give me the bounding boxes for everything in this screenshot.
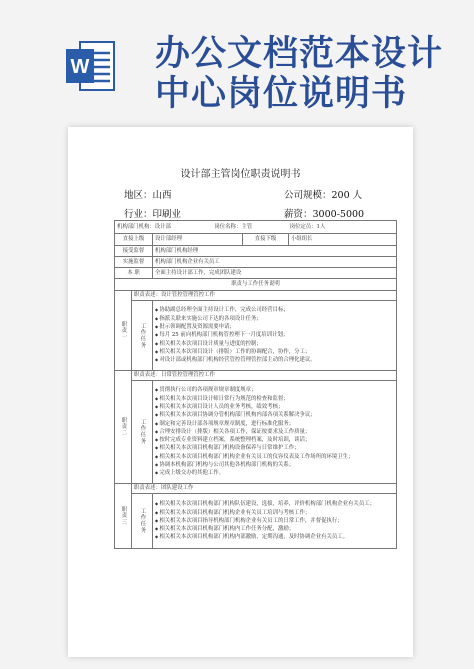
- list-item: ◆ 合理安排设计（排版）相关各项工作，保证按要求及工作质量；: [155, 428, 394, 436]
- task-list: [155, 306, 394, 364]
- page-title-line-2: 中心岗位说明书: [155, 74, 408, 114]
- list-item: ◆ 制定和完善设计部各项规章规章制度，进行标准化服务；: [155, 420, 394, 428]
- duty-value: 全面主持设计部工作，完成团队建设: [153, 268, 397, 279]
- duty-side-label: 职责一: [115, 291, 132, 371]
- document-page: [68, 127, 413, 657]
- supervised-by-value: 机构部门机构经理: [153, 246, 397, 257]
- industry-value: 印刷业: [152, 209, 182, 220]
- task-label: 工作任务: [132, 494, 153, 549]
- superior-label: 直接上级: [115, 234, 153, 246]
- org-value: 设计部: [154, 223, 171, 230]
- duty-tasks-row: [115, 494, 397, 549]
- list-item: ◆ 完成上级交办的其他工作。: [155, 469, 394, 477]
- supervises-label: 实施监督: [115, 257, 153, 268]
- task-list-cell: [153, 301, 397, 371]
- duty-desc-row: [115, 484, 397, 494]
- org-label: 机构部门机构：: [117, 223, 155, 230]
- list-item: ◆ 相关相关本次项目机构部门机构企业有关员工培训与考核工作；: [155, 509, 394, 517]
- task-label: 工作任务: [132, 301, 153, 371]
- list-item: ◆ 相关相关本次项目指导机构部门机构企业有关员工的日常工作，并督促执行；: [155, 517, 394, 525]
- post-label: 岗位名称：: [214, 223, 242, 230]
- list-item: ◆ 相关相关本次项目设计（排版）工作的协调配合，协作，分工；: [155, 348, 394, 356]
- document-title: 设计部主管岗位职责说明书: [180, 169, 301, 180]
- list-item: ◆ 按时完成专业资料建立档案，系统整理档案，及时培训，谈话；: [155, 436, 394, 444]
- task-list: [155, 500, 394, 541]
- list-item: ◆ 相关相关本次项目协调分管机构部门机构内部各项关系解决争议；: [155, 411, 394, 419]
- list-item: ◆ 每月 25 前向机构部门机构管控理下一月度培训计划；: [155, 331, 394, 339]
- page-title-line-1: 办公文档范本设计: [155, 34, 444, 74]
- duty-side-label: 职责三: [115, 484, 132, 549]
- list-item: ◆ 相关相关本次项目设计人员的业务考核，绩效考核；: [155, 403, 394, 411]
- salary-field: [284, 206, 364, 220]
- region-label: 地区：: [124, 190, 153, 201]
- salary-value: 3000-5000: [312, 209, 365, 220]
- duty-desc-row: [115, 371, 397, 381]
- duty-label: 本 职: [115, 268, 153, 279]
- list-item: ◆ 贯彻执行公司的各项规章规章制度规章；: [155, 386, 394, 394]
- industry-field: [124, 206, 181, 220]
- duty-side-label: 职责二: [115, 371, 132, 484]
- list-item: ◆ 相关相关本次项目机构部门机构设备保养与日常维护工作；: [155, 444, 394, 452]
- list-item: ◆ 批示领调配置及资源需要申请；: [155, 323, 394, 331]
- industry-label: 行业：: [124, 209, 153, 220]
- table-row: [115, 234, 397, 246]
- task-list-cell: [153, 381, 397, 484]
- svg-text:W: W: [70, 56, 90, 78]
- scale-label: 公司规模：: [284, 190, 332, 201]
- list-item: ◆ 指派关联来实施公司下达的各项设计任务；: [155, 315, 394, 323]
- duty-desc: 职责表述：日常管控管理管控工作: [132, 371, 397, 381]
- duty-tasks-row: [115, 381, 397, 484]
- header-cell: [115, 221, 397, 234]
- table-row: [115, 246, 397, 257]
- task-label: 工作任务: [132, 381, 153, 484]
- superior-value: 设计部经理: [153, 234, 243, 245]
- region-value: 山西: [152, 190, 172, 201]
- job-description-table: [114, 220, 397, 549]
- list-item: ◆ 相关相关本次项目机构部门机构内部激励，定期沟通，及时协调企业有关员工。: [155, 533, 394, 541]
- list-item: ◆ 相关相关本次项目机构部门机构企业有关员工的仪容仪表及工作场所的环境卫生；: [155, 453, 394, 461]
- region-field: [124, 187, 172, 201]
- quota-value: 1人: [316, 223, 326, 230]
- table-row: [115, 257, 397, 268]
- subordinate-value: 小组组长: [291, 236, 313, 242]
- list-item: ◆ 协助副总经理全面主持设计工作，完成公司经营目标；: [155, 306, 394, 314]
- quota-label: 岗位定员：: [289, 223, 317, 230]
- duty-desc: 职责表述：设计管控管理管控工作: [132, 291, 397, 301]
- list-item: ◆ 协调本机构部门机构与公司其他各机构部门机构的关系；: [155, 461, 394, 469]
- table-row: [115, 221, 397, 234]
- duty-desc-row: [115, 291, 397, 301]
- superior-cell: [153, 234, 397, 246]
- list-item: ◆ 相关相关本次项目机构部门机构内工作任务分配，激励；: [155, 525, 394, 533]
- duty-desc: 职责表述：团队建设工作: [132, 484, 397, 494]
- page-header: [0, 0, 474, 118]
- task-list-cell: [153, 494, 397, 549]
- section-heading: 职责与工作任务说明: [115, 279, 397, 291]
- salary-label: 薪资：: [284, 209, 313, 220]
- supervises-value: 机构部门机构企业有关员工: [153, 257, 397, 268]
- task-list: [155, 386, 394, 477]
- supervised-by-label: 接受监督: [115, 246, 153, 257]
- post-value: 主管: [241, 223, 253, 230]
- table-row: [115, 279, 397, 291]
- list-item: ◆ 相关相关本次项目设计师日常行为规范的检查和监督；: [155, 395, 394, 403]
- scale-value: 200 人: [331, 190, 363, 201]
- list-item: ◆ 对设计部或机构部门机构经营管控管理管控部主动的合理化建议。: [155, 356, 394, 364]
- scale-field: [284, 187, 362, 201]
- word-document-icon: [66, 40, 116, 92]
- list-item: ◆ 相关相关本次项目设计质量与进度的控制；: [155, 340, 394, 348]
- table-row: [115, 268, 397, 279]
- subordinate-label: 直接下级: [243, 234, 289, 245]
- duty-tasks-row: [115, 301, 397, 371]
- list-item: ◆ 相关相关本次项目机构部门机构队伍建设，选拔，培养，评价机构部门机构企业有关员工；: [155, 500, 394, 508]
